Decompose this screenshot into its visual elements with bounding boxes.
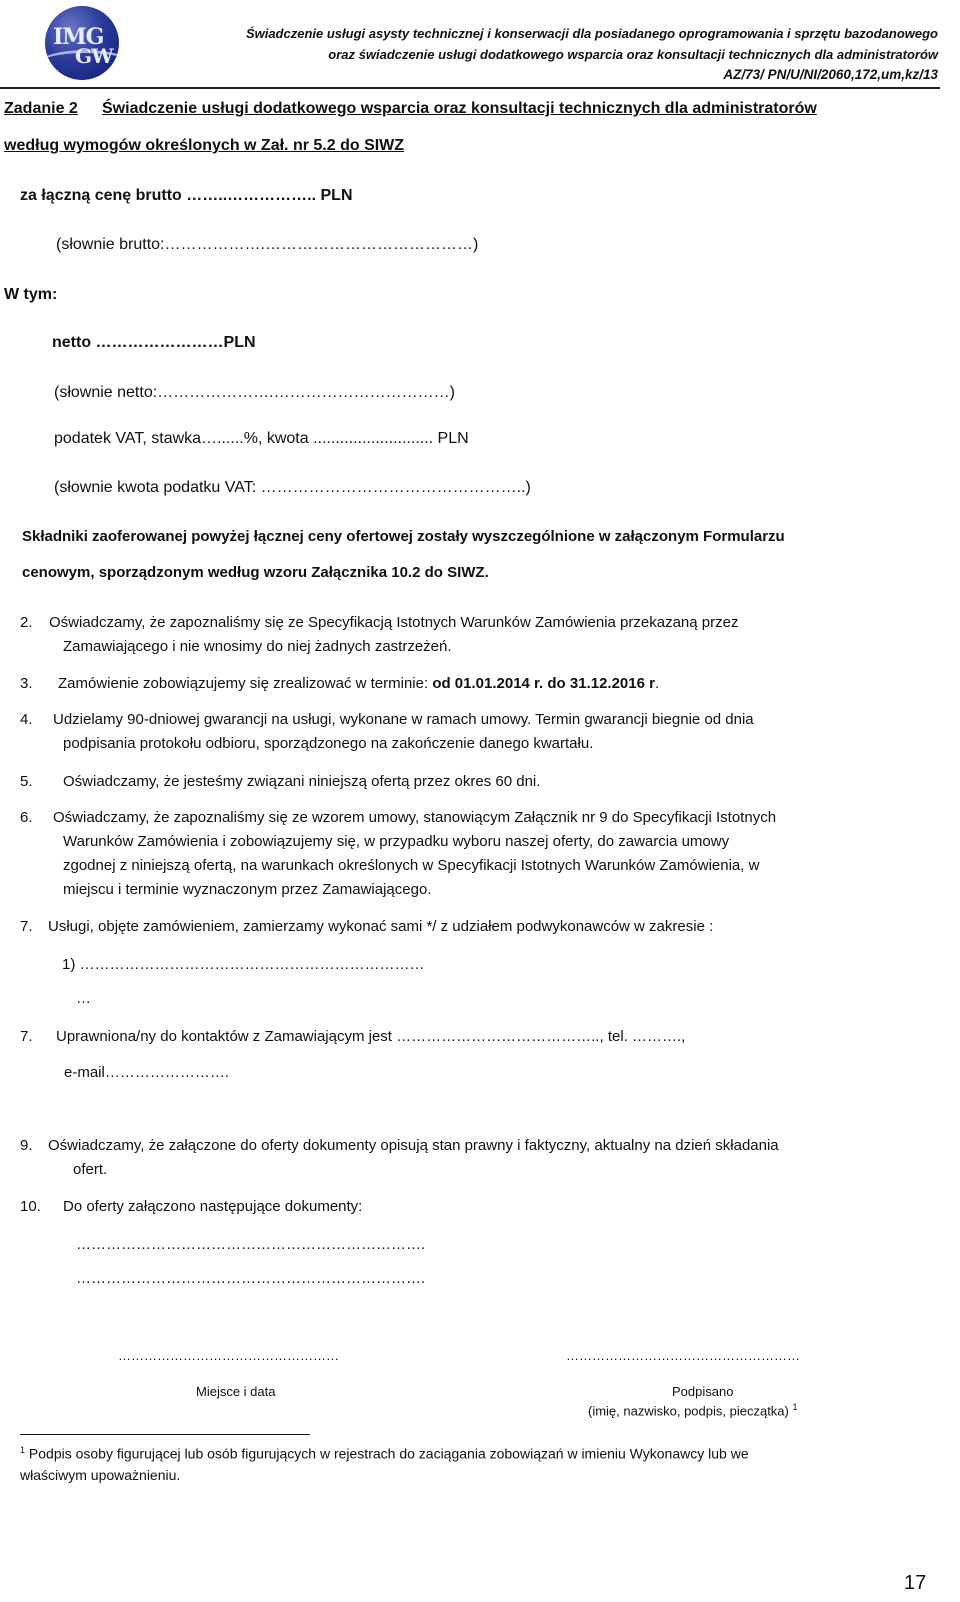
company-logo xyxy=(45,6,119,80)
item-4-text-cont: podpisania protokołu odbioru, sporządzonego na zakończenie danego kwartału. xyxy=(63,735,594,752)
item-5-text: Oświadczamy, że jesteśmy związani niniejszą ofertą przez okres 60 dni. xyxy=(63,773,541,790)
header-line-2: oraz świadczenie usługi dodatkowego wsparcia oraz konsultacji technicznych dla administratorów xyxy=(328,47,938,62)
item-4-text: Udzielamy 90-dniowej gwarancji na usługi, wykonane w ramach umowy. Termin gwarancji biegnie od dnia xyxy=(53,711,754,728)
item-6-text: Oświadczamy, że zapoznaliśmy się ze wzorem umowy, stanowiącym Załącznik nr 9 do Specyfikacji Istotnych xyxy=(53,809,777,826)
item-3-dates: od 01.01.2014 r. do 31.12.2016 r xyxy=(432,675,655,692)
task-label: Zadanie 2 xyxy=(4,100,78,117)
subcontractor-scope-more: … xyxy=(76,990,91,1007)
item-number: 2. xyxy=(20,614,33,631)
header-divider xyxy=(0,87,940,89)
item-10-text: Do oferty załączono następujące dokumenty: xyxy=(63,1198,363,1215)
item-9-text: Oświadczamy, że załączone do oferty dokumenty opisują stan prawny i faktyczny, aktualny na dzień składania xyxy=(48,1137,779,1154)
components-line-2: cenowym, sporządzonym według wzoru Załącznika 10.2 do SIWZ. xyxy=(22,564,489,581)
logo-text-top: IMG xyxy=(53,24,104,50)
item-3-text xyxy=(58,675,659,692)
item-6-text-3: zgodnej z niniejszą ofertą, na warunkach określonych w Specyfikacji Istotnych Warunków Zamówienia, w xyxy=(63,857,760,874)
total-price-words: (słownie brutto:……………….…………………………………) xyxy=(56,236,479,253)
attached-document-1: ……………………………………………………………. xyxy=(76,1236,426,1253)
subcontractor-scope-1: 1) …………………………………………………………… xyxy=(62,956,425,973)
total-price-line: za łączną cenę brutto ……..…………….. PLN xyxy=(20,187,353,204)
contact-email-line: e-mail……………………. xyxy=(64,1064,230,1081)
item-2-text-cont: Zamawiającego i nie wnosimy do niej żadnych zastrzeżeń. xyxy=(63,638,452,655)
header-line-1: Świadczenie usługi asysty technicznej i konserwacji dla posiadanego oprogramowania i sprzętu bazodanowego xyxy=(245,26,938,41)
place-date-dots: …………………………………………… xyxy=(118,1348,339,1363)
vat-line: podatek VAT, stawka…......%, kwota ........................... PLN xyxy=(54,430,469,447)
item-number: 4. xyxy=(20,711,33,728)
signature-footnote-ref: 1 xyxy=(792,1402,798,1412)
signature-dots: ……………………………………………… xyxy=(566,1348,800,1363)
logo-text-bottom: GW xyxy=(75,44,113,68)
footnote-text: Podpis osoby figurującej lub osób figurujących w rejestrach do zaciągania zobowiązań w imieniu Wykonawcy lub we xyxy=(28,1445,749,1462)
place-date-label: Miejsce i data xyxy=(196,1384,276,1399)
in-which-label: W tym: xyxy=(4,286,58,303)
signature-detail-text: (imię, nazwisko, podpis, pieczątka) xyxy=(588,1403,793,1419)
item-number: 3. xyxy=(20,675,33,692)
task-title: Świadczenie usługi dodatkowego wsparcia oraz konsultacji technicznych dla administratorów xyxy=(102,100,817,117)
page-number: 17 xyxy=(904,1572,927,1594)
task-title-continued: według wymogów określonych w Zał. nr 5.2 do SIWZ xyxy=(4,137,405,154)
footnote-line-2: właściwym upoważnieniu. xyxy=(20,1467,181,1483)
header-reference: AZ/73/ PN/U/NI/2060,172,um,kz/13 xyxy=(723,67,938,82)
item-number: 7. xyxy=(20,1028,33,1045)
item-number: 5. xyxy=(20,773,33,790)
item-number: 10. xyxy=(20,1198,41,1215)
footnote-separator xyxy=(20,1434,310,1435)
item-number: 9. xyxy=(20,1137,33,1154)
signed-label: Podpisano xyxy=(672,1384,734,1399)
contact-person-line: Uprawniona/ny do kontaktów z Zamawiającym jest ………………………………….., tel. ………., xyxy=(56,1028,686,1045)
item-6-text-2: Warunków Zamówienia i zobowiązujemy się, w przypadku wyboru naszej oferty, do zawarcia umowy xyxy=(63,833,730,850)
footnote-marker: 1 xyxy=(20,1445,26,1455)
vat-amount-words: (słownie kwota podatku VAT: …………………………………………..) xyxy=(54,479,531,496)
attached-document-2: ……………………………………………………………. xyxy=(76,1270,426,1287)
item-6-text-4: miejscu i terminie wyznaczonym przez Zamawiającego. xyxy=(63,881,432,898)
item-3-plain: Zamówienie zobowiązujemy się zrealizować w terminie: xyxy=(58,675,433,692)
footnote-line-1 xyxy=(20,1445,930,1462)
net-price-words: (słownie netto:………………….……………………………) xyxy=(54,384,455,401)
item-3-tail: . xyxy=(654,675,660,692)
net-price-line: netto ……………………PLN xyxy=(52,334,256,351)
item-9-text-cont: ofert. xyxy=(73,1161,108,1178)
components-line-1: Składniki zaoferowanej powyżej łącznej ceny ofertowej zostały wyszczególnione w załączonym Formularzu xyxy=(22,528,785,545)
item-number: 6. xyxy=(20,809,33,826)
item-number: 7. xyxy=(20,918,33,935)
signature-detail xyxy=(588,1402,798,1418)
item-2-text: Oświadczamy, że zapoznaliśmy się ze Specyfikacją Istotnych Warunków Zamówienia przekazaną przez xyxy=(49,614,739,631)
item-7-text: Usługi, objęte zamówieniem, zamierzamy wykonać sami */ z udziałem podwykonawców w zakresie : xyxy=(48,918,714,935)
